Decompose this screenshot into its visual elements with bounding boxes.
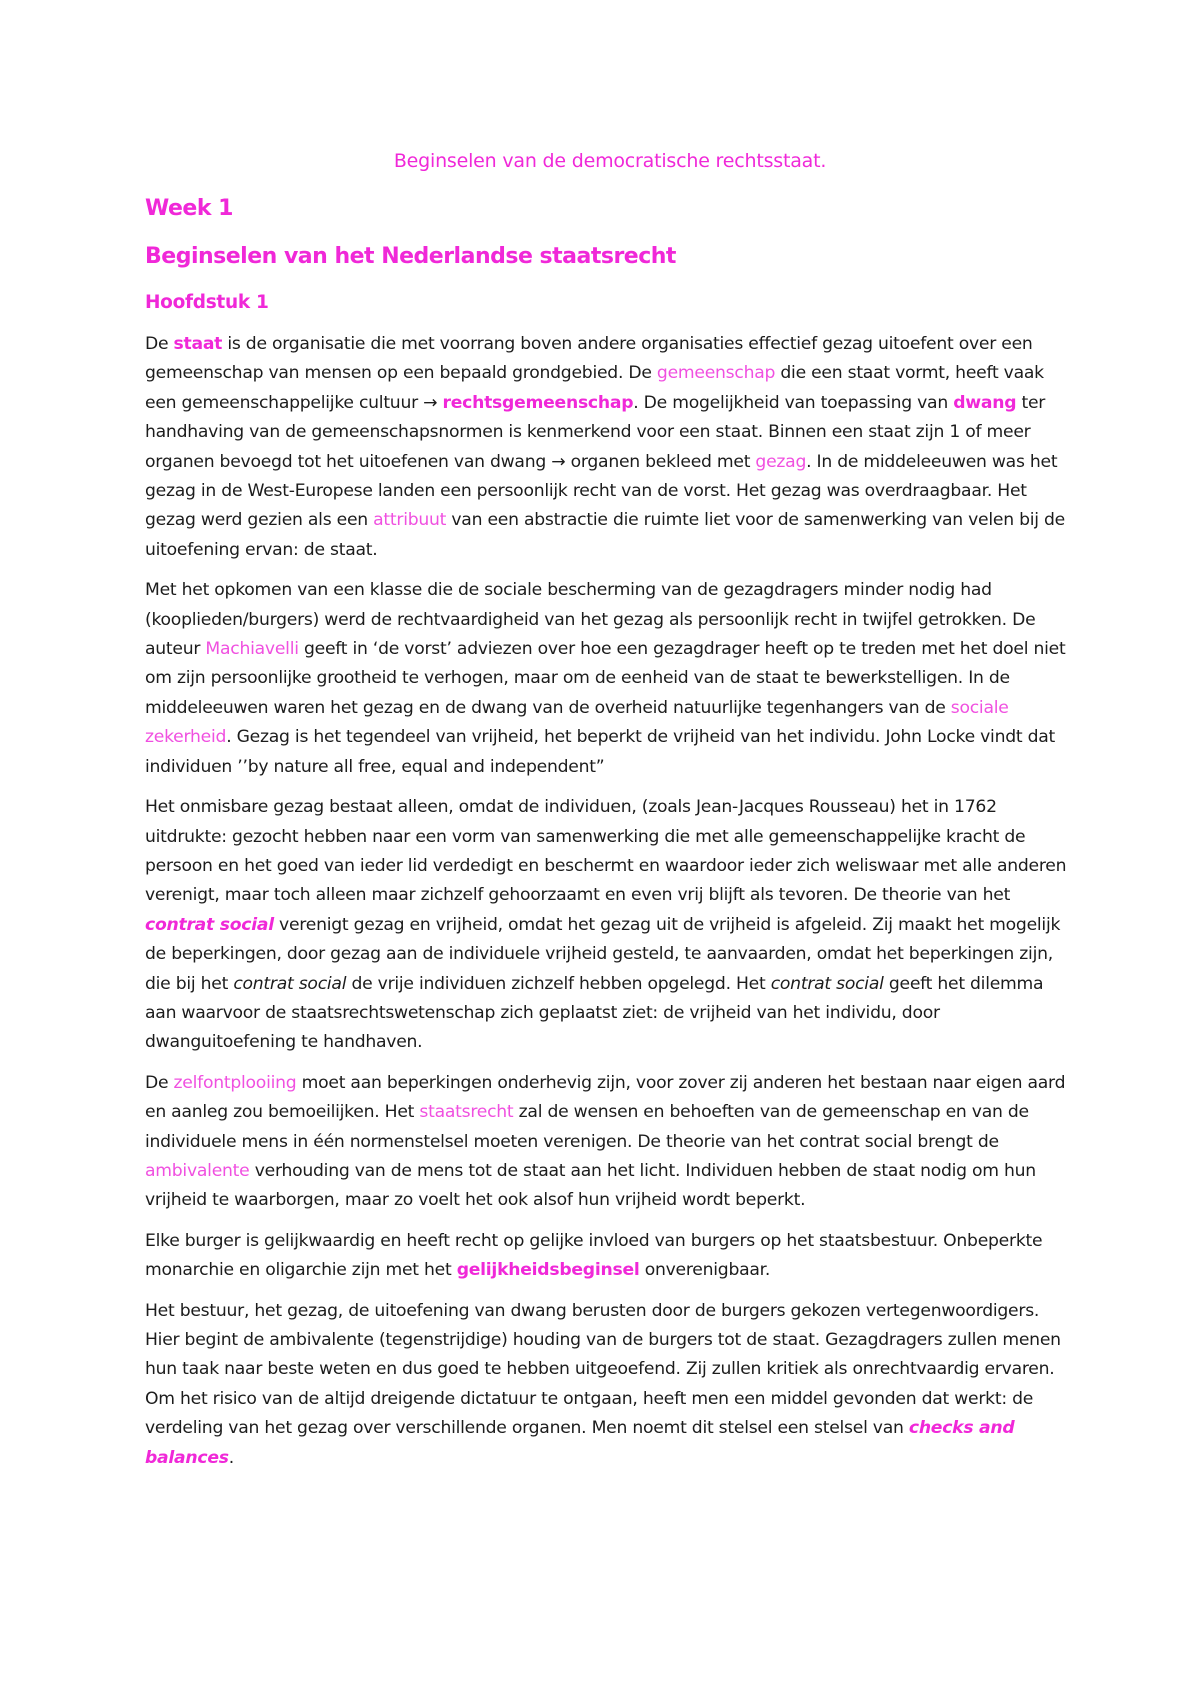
text-run: moet aan beperkingen onderhevig zijn, voor zover zij anderen het bestaan naar eigen aard en aanleg zou bemoeilijken. Het xyxy=(145,1072,1066,1123)
term-gelijkheidsbeginsel: gelijkheidsbeginsel xyxy=(456,1260,640,1281)
text-run: verhouding van de mens tot de staat aan het licht. Individuen hebben de staat nodig om hun vrijheid te waarborgen, maar zo voelt het ook alsof hun vrijheid wordt beperkt. xyxy=(145,1160,1036,1211)
italic-contrat-social: contrat social xyxy=(233,973,347,994)
text-run: De xyxy=(145,334,174,354)
term-checks-and-balances: checks and balances xyxy=(145,1418,1015,1468)
term-zelfontplooiing: zelfontplooiing xyxy=(173,1072,297,1093)
text-run: geeft in ‘de vorst’ adviezen over hoe een gezagdrager heeft op te treden met het doel niet om zijn persoonlijke grootheid te verhogen, maar om de eenheid van de staat te bewerkstelligen. In de middeleeuwen waren het gezag en de dwang van de overheid natuurlijke tegenhangers van de xyxy=(145,639,1066,718)
section-heading: Beginselen van het Nederlandse staatsrecht xyxy=(145,244,676,269)
text-run: Met het opkomen van een klasse die de sociale bescherming van de gezagdragers minder nodig had (kooplieden/burgers) werd de rechtvaardigheid van het gezag als persoonlijk recht in twijfel getrokken. De auteur xyxy=(145,580,1036,660)
term-sociale-zekerheid: sociale zekerheid xyxy=(145,697,1009,748)
chapter-heading: Hoofdstuk 1 xyxy=(145,292,269,313)
paragraph-contrat-social xyxy=(145,793,1075,1058)
paragraph-machiavelli xyxy=(145,576,1075,782)
term-staatsrecht: staatsrecht xyxy=(419,1102,514,1123)
text-run: die een staat vormt, heeft vaak een gemeenschappelijke cultuur xyxy=(145,363,1044,413)
text-run: van een abstractie die ruimte liet voor de samenwerking van velen bij de uitoefening ervan: de staat. xyxy=(145,510,1065,560)
text-run: Het onmisbare gezag bestaat alleen, omdat de individuen, (zoals Jean-Jacques Rousseau) het in 1762 uitdrukte: gezocht hebben naar een vorm van samenwerking die met alle gemeenschappelijke kracht de persoon en het goed van ieder lid verdedigt en beschermt en waardoor ieder zich weliswaar met alle anderen verenigt, maar toch alleen maar zichzelf gehoorzaamt en even vrij blijft als tevoren. De theorie van het xyxy=(145,797,1067,906)
week-heading: Week 1 xyxy=(145,196,233,221)
term-gemeenschap: gemeenschap xyxy=(656,363,776,384)
paragraph-checks-balances xyxy=(145,1297,1075,1473)
italic-contrat-social: contrat social xyxy=(770,973,884,994)
text-run: . In de middeleeuwen was het gezag in de West-Europese landen een persoonlijk recht van de vorst. Het gezag was overdraagbaar. Het gezag werd gezien als een xyxy=(145,451,1058,531)
term-attribuut: attribuut xyxy=(373,510,447,531)
term-machiavelli: Machiavelli xyxy=(205,639,299,660)
text-run: De xyxy=(145,1072,174,1093)
paragraph-zelfontplooiing xyxy=(145,1069,1075,1216)
paragraph-staat xyxy=(145,330,1075,565)
term-ambivalente: ambivalente xyxy=(145,1160,250,1181)
text-run: Elke burger is gelijkwaardig en heeft recht op gelijke invloed van burgers op het staatsbestuur. Onbeperkte monarchie en oligarchie zijn met het xyxy=(145,1230,1043,1281)
term-dwang: dwang xyxy=(953,392,1017,413)
paragraph-gelijkheid xyxy=(145,1227,1075,1286)
text-run: . De mogelijkheid van toepassing van xyxy=(633,392,954,413)
text-run: geeft het dilemma aan waarvoor de staatsrechtswetenschap zich geplaatst ziet: de vrijheid van het individu, door dwanguitoefening te handhaven. xyxy=(145,973,1044,1053)
text-run: is de organisatie die met voorrang boven andere organisaties effectief gezag uitoefent over een gemeenschap van mensen op een bepaald grondgebied. De xyxy=(145,334,1033,384)
arrow-icon: → xyxy=(423,392,438,413)
text-run: ter handhaving van de gemeenschapsnormen is kenmerkend voor een staat. Binnen een staat zijn 1 of meer organen bevoegd tot het uitoefenen van dwang xyxy=(145,392,1046,472)
document-body xyxy=(145,148,1075,1484)
arrow-icon: → xyxy=(551,451,566,472)
text-run: zal de wensen en behoeften van de gemeenschap en van de individuele mens in één normenstelsel moeten verenigen. De theorie van het contrat social brengt de xyxy=(145,1102,1029,1152)
text-run: verenigt gezag en vrijheid, omdat het gezag uit de vrijheid is afgeleid. Zij maakt het mogelijk de beperkingen, door gezag aan de individuele vrijheid gesteld, te aanvaarden, omdat het beperkingen zijn, die bij het xyxy=(145,914,1061,994)
text-run: Het bestuur, het gezag, de uitoefening van dwang berusten door de burgers gekozen vertegenwoordigers. Hier begint de ambivalente (tegenstrijdige) houding van de burgers tot de staat. Gezagdragers zullen menen hun taak naar beste weten en dus goed te hebben uitgeoefend. Zij zullen kritiek als onrechtvaardig ervaren. Om het risico van de altijd dreigende dictatuur te ontgaan, heeft men een middel gevonden dat werkt: de verdeling van het gezag over verschillende organen. Men noemt dit stelsel een stelsel van xyxy=(145,1300,1061,1439)
document-title: Beginselen van de democratische rechtsstaat. xyxy=(393,150,827,172)
text-run: onverenigbaar. xyxy=(639,1260,771,1281)
term-rechtsgemeenschap: rechtsgemeenschap xyxy=(442,392,634,413)
text-run: de vrije individuen zichzelf hebben opgelegd. Het xyxy=(346,973,771,994)
text-run: organen bekleed met xyxy=(565,451,756,472)
text-run: . xyxy=(228,1447,234,1468)
text-run: . Gezag is het tegendeel van vrijheid, het beperkt de vrijheid van het individu. John Locke vindt dat individuen ’’by nature all free, equal and independent” xyxy=(145,727,1056,777)
term-staat: staat xyxy=(173,334,223,354)
term-gezag: gezag xyxy=(755,451,807,472)
term-contrat-social: contrat social xyxy=(145,914,274,935)
